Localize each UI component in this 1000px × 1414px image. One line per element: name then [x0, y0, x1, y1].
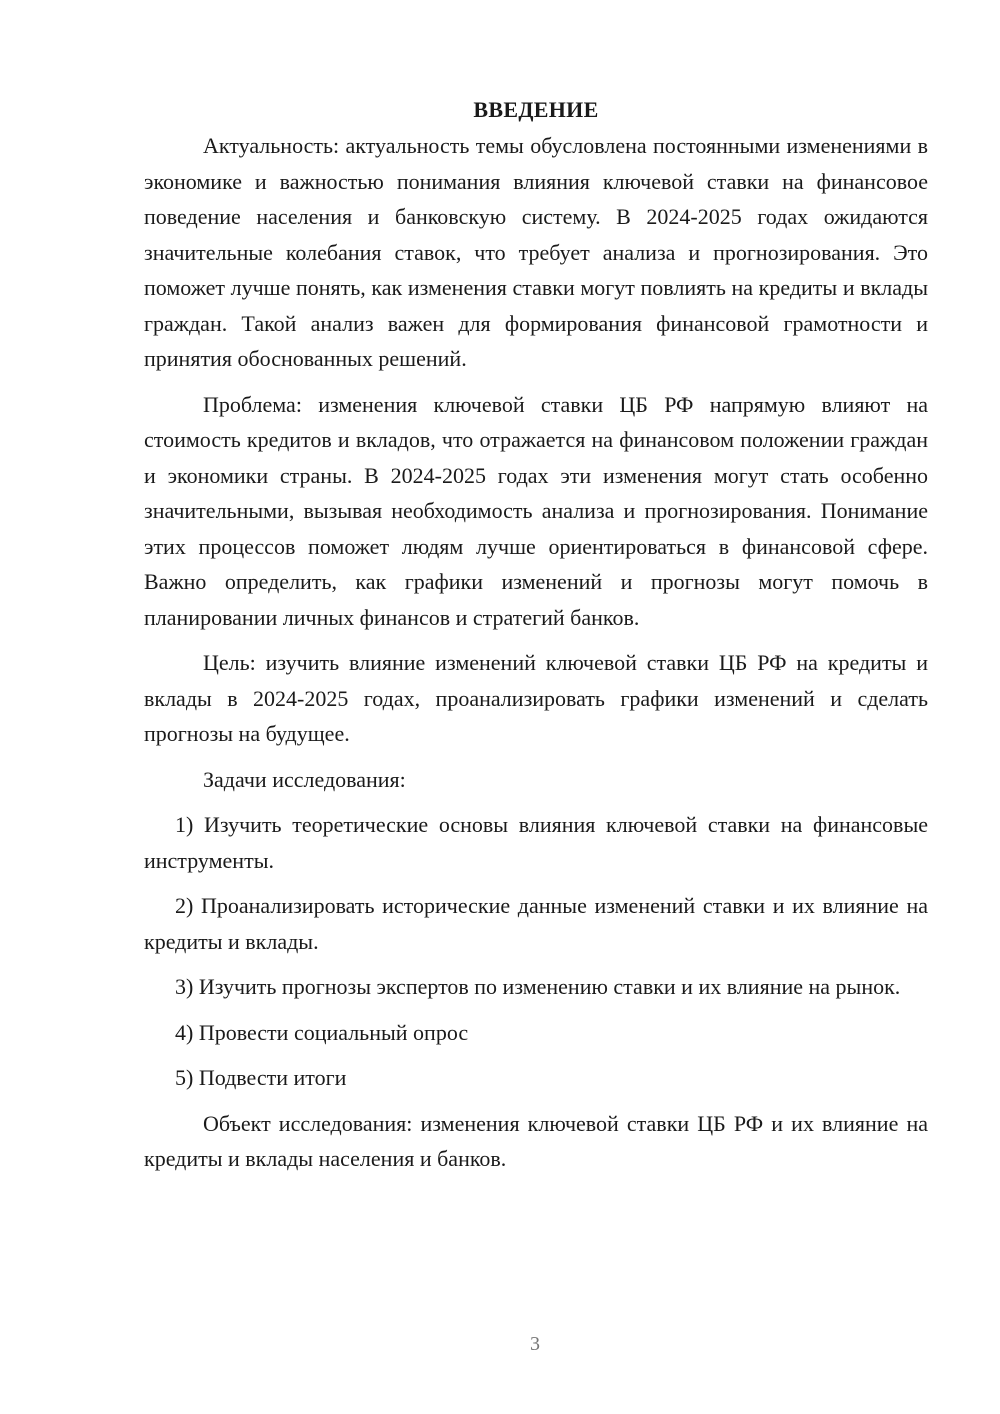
- tasks-list: [144, 807, 928, 1096]
- task-item-2: 2) Проанализировать исторические данные изменений ставки и их влияние на кредиты и вклады.: [144, 893, 928, 954]
- tasks-heading: Задачи исследования:: [203, 766, 406, 792]
- task-item-3: 3) Изучить прогнозы экспертов по изменению ставки и их влияние на рынок.: [175, 974, 901, 999]
- page-content: [144, 92, 928, 1177]
- relevance-paragraph: Актуальность: актуальность темы обусловлена постоянными изменениями в экономике и важностью понимания влияния ключевой ставки на финансовое поведение населения и банковскую систему. В 2024-2025 годах ожидаются значительные колебания ставок, что требует анализа и прогнозирования. Это поможет лучше понять, как изменения ставки могут повлиять на кредиты и вклады граждан. Такой анализ важен для формирования финансовой грамотности и принятия обоснованных решений.: [144, 133, 928, 371]
- page-number: 3: [530, 1333, 540, 1355]
- object-paragraph: Объект исследования: изменения ключевой ставки ЦБ РФ и их влияние на кредиты и вклады населения и банков.: [144, 1110, 928, 1171]
- goal-paragraph: Цель: изучить влияние изменений ключевой ставки ЦБ РФ на кредиты и вклады в 2024-2025 годах, проанализировать графики изменений и сделать прогнозы на будущее.: [144, 650, 928, 746]
- task-item-5: 5) Подвести итоги: [175, 1065, 347, 1090]
- task-item-1: 1) Изучить теоретические основы влияния ключевой ставки на финансовые инструменты.: [144, 812, 928, 873]
- section-title: ВВЕДЕНИЕ: [473, 97, 599, 122]
- task-item-4: 4) Провести социальный опрос: [175, 1019, 469, 1045]
- problem-paragraph: Проблема: изменения ключевой ставки ЦБ РФ напрямую влияют на стоимость кредитов и вкладов, что отражается на финансовом положении граждан и экономики страны. В 2024-2025 годах эти изменения могут стать особенно значительными, вызывая необходимость анализа и прогнозирования. Понимание этих процессов поможет людям лучше ориентироваться в финансовой сфере. Важно определить, как графики изменений и прогнозы могут помочь в планировании личных финансов и стратегий банков.: [144, 391, 928, 630]
